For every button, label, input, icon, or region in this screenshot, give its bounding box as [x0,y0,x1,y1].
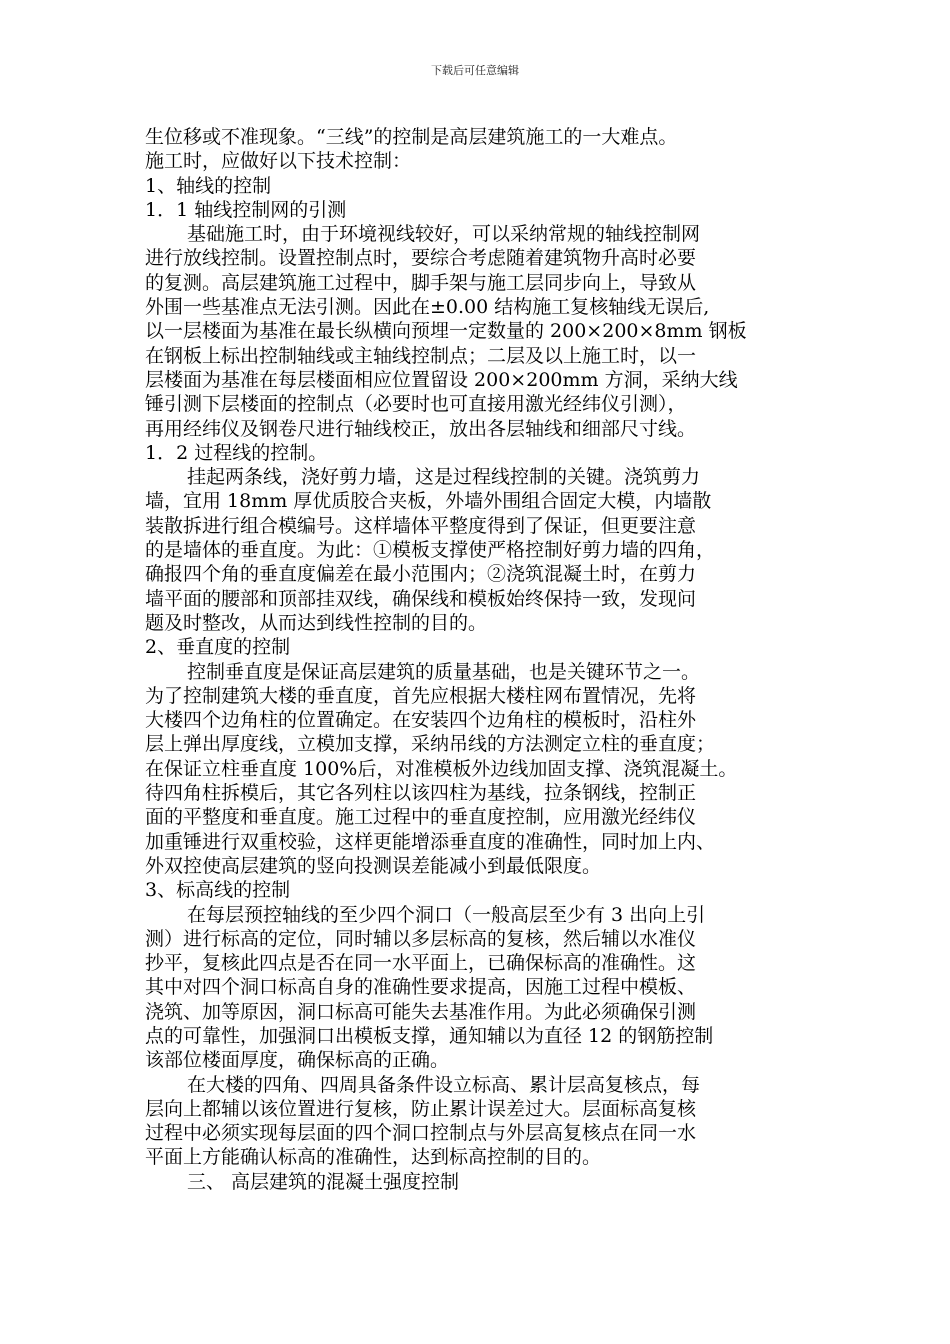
text-line: 外双控使高层建筑的竖向投测误差能减小到最低限度。 [145,854,602,877]
text-line: 再用经纬仪及钢卷尺进行轴线校正，放出各层轴线和细部尺寸线。 [145,417,697,440]
text-line: 题及时整改，从而达到线性控制的目的。 [145,611,488,634]
text-line: 控制垂直度是保证高层建筑的质量基础，也是关键环节之一。 [187,660,701,683]
text-line: 平面上方能确认标高的准确性，达到标高控制的目的。 [145,1146,602,1169]
page-header-note: 下载后可任意编辑 [431,64,519,77]
text-line: 浇筑、加等原因，洞口标高可能失去基准作用。为此必须确保引测 [145,1000,697,1023]
text-line: 层向上都辅以该位置进行复核，防止累计误差过大。层面标高复核 [145,1097,697,1120]
text-line: 挂起两条线，浇好剪力墙，这是过程线控制的关键。浇筑剪力 [187,466,701,489]
text-line: 在大楼的四角、四周具备条件设立标高、累计层高复核点，每 [187,1073,701,1096]
text-line: 抄平，复核此四点是否在同一水平面上，已确保标高的准确性。这 [145,952,697,975]
text-line: 1．2 过程线的控制。 [145,441,328,464]
text-line: 该部位楼面厚度，确保标高的正确。 [145,1049,450,1072]
text-line: 在保证立柱垂直度 100%后，对准模板外边线加固支撑、浇筑混凝土。 [145,757,738,780]
text-line: 确报四个角的垂直度偏差在最小范围内；②浇筑混凝土时，在剪力 [145,563,697,586]
text-line: 锤引测下层楼面的控制点（必要时也可直接用激光经纬仪引测）， [145,393,687,416]
text-line: 层上弹出厚度线，立模加支撑，采纳吊线的方法测定立柱的垂直度； [145,733,716,756]
text-line: 三、 高层建筑的混凝土强度控制 [187,1170,460,1193]
text-line: 墙平面的腰部和顶部挂双线，确保线和模板始终保持一致，发现问 [145,587,697,610]
text-line: 基础施工时，由于环境视线较好，可以采纳常规的轴线控制网 [187,223,701,246]
text-line: 层楼面为基准在每层楼面相应位置留设 200×200mm 方洞，采纳大线 [145,368,738,391]
text-line: 其中对四个洞口标高自身的准确性要求提高，因施工过程中模板、 [145,976,697,999]
document-body [145,125,825,1194]
text-line: 过程中必须实现每层面的四个洞口控制点与外层高复核点在同一水 [145,1122,697,1145]
text-line: 在每层预控轴线的至少四个洞口（一般高层至少有 3 出向上引 [187,903,706,926]
text-line: 生位移或不准现象。“三线”的控制是高层建筑施工的一大难点。 [145,126,678,148]
text-line: 2、垂直度的控制 [145,636,291,659]
text-line: 以一层楼面为基准在最长纵横向预埋一定数量的 200×200×8mm 钢板 [145,320,747,343]
text-line: 外围一些基准点无法引测。因此在±0.00 结构施工复核轴线无误后, [145,296,710,319]
text-line: 3、标高线的控制 [145,879,291,902]
text-line: 待四角柱拆模后，其它各列柱以该四柱为基线，拉条钢线，控制正 [145,782,697,805]
text-line: 的是墙体的垂直度。为此：①模板支撑使严格控制好剪力墙的四角， [145,539,716,562]
text-line: 点的可靠性，加强洞口出模板支撑，通知辅以为直径 12 的钢筋控制 [145,1024,714,1047]
text-line: 装散拆进行组合模编号。这样墙体平整度得到了保证，但更要注意 [145,514,697,537]
text-line: 为了控制建筑大楼的垂直度，首先应根据大楼柱网布置情况，先将 [145,684,697,707]
text-line: 墙，宜用 18mm 厚优质胶合夹板，外墙外围组合固定大模，内墙散 [145,490,712,513]
text-line: 测）进行标高的定位，同时辅以多层标高的复核，然后辅以水准仪 [145,927,697,950]
text-line: 在钢板上标出控制轴线或主轴线控制点；二层及以上施工时，以一 [145,344,697,367]
text-line: 加重锤进行双重校验，这样更能增添垂直度的准确性，同时加上内、 [145,830,716,853]
text-line: 面的平整度和垂直度。施工过程中的垂直度控制，应用激光经纬仪 [145,806,697,829]
text-line: 施工时，应做好以下技术控制： [145,150,412,173]
text-line: 1、轴线的控制 [145,174,272,197]
text-line: 的复测。高层建筑施工过程中，脚手架与施工层同步向上，导致从 [145,271,697,294]
text-line: 1．1 轴线控制网的引测 [145,198,347,221]
text-line: 大楼四个边角柱的位置确定。在安装四个边角柱的模板时，沿柱外 [145,709,697,732]
text-line: 进行放线控制。设置控制点时，要综合考虑随着建筑物升高时必要 [145,247,697,270]
